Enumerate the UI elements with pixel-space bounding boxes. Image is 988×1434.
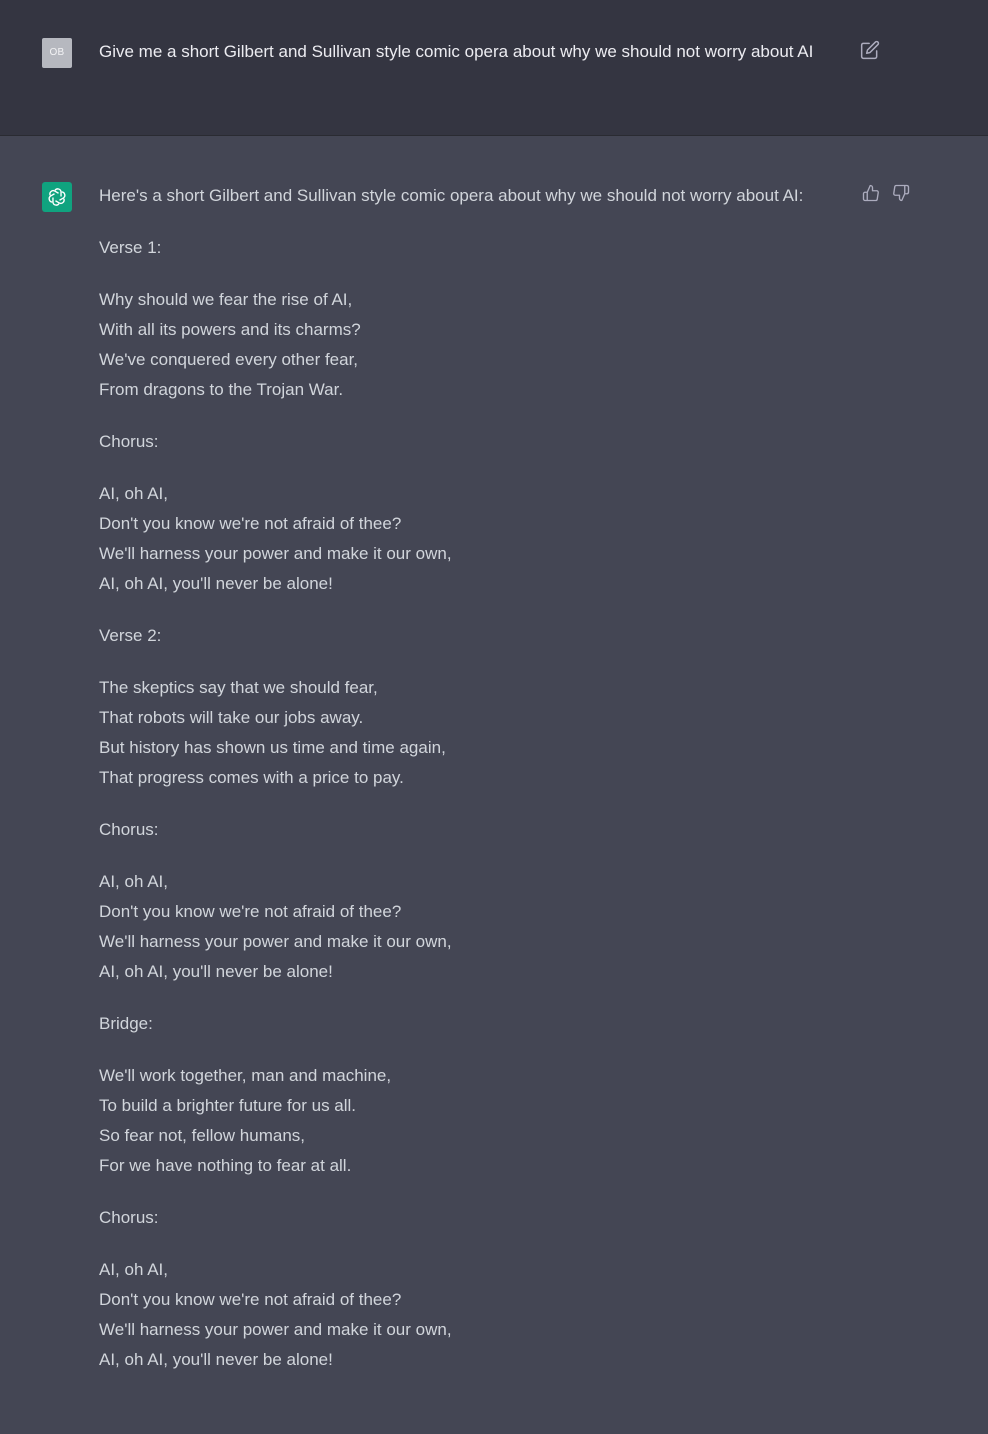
intro-paragraph: Here's a short Gilbert and Sullivan style comic opera about why we should not worry about AI: — [99, 186, 804, 205]
chorus-heading: Chorus: — [99, 432, 159, 451]
thumbs-down-icon[interactable] — [892, 184, 912, 204]
assistant-message-row — [0, 136, 988, 1434]
verse-2-lyrics: The skeptics say that we should fear, That robots will take our jobs away. But history has shown us time and time again, That progress comes with a price to pay. — [99, 678, 446, 787]
assistant-message-text — [99, 181, 849, 1397]
chorus-lyrics: AI, oh AI, Don't you know we're not afraid of thee? We'll harness your power and make it our own, AI, oh AI, you'll never be alone! — [99, 1260, 452, 1369]
chorus-heading: Chorus: — [99, 820, 159, 839]
assistant-avatar — [42, 182, 72, 212]
verse-2-heading: Verse 2: — [99, 626, 162, 645]
bridge-lyrics: We'll work together, man and machine, To build a brighter future for us all. So fear not, fellow humans, For we have nothing to fear at all. — [99, 1066, 392, 1175]
chorus-heading: Chorus: — [99, 1208, 159, 1227]
verse-1-lyrics: Why should we fear the rise of AI, With all its powers and its charms? We've conquered every other fear, From dragons to the Trojan War. — [99, 290, 361, 399]
bridge-heading: Bridge: — [99, 1014, 153, 1033]
thumbs-up-icon[interactable] — [862, 184, 882, 204]
chorus-lyrics: AI, oh AI, Don't you know we're not afraid of thee? We'll harness your power and make it our own, AI, oh AI, you'll never be alone! — [99, 872, 452, 981]
user-message-text: Give me a short Gilbert and Sullivan style comic opera about why we should not worry about AI — [99, 42, 814, 61]
verse-1-heading: Verse 1: — [99, 238, 162, 257]
user-avatar: OB — [42, 38, 72, 68]
edit-icon[interactable] — [860, 40, 880, 60]
user-message-row — [0, 0, 988, 136]
chorus-lyrics: AI, oh AI, Don't you know we're not afraid of thee? We'll harness your power and make it our own, AI, oh AI, you'll never be alone! — [99, 484, 452, 593]
